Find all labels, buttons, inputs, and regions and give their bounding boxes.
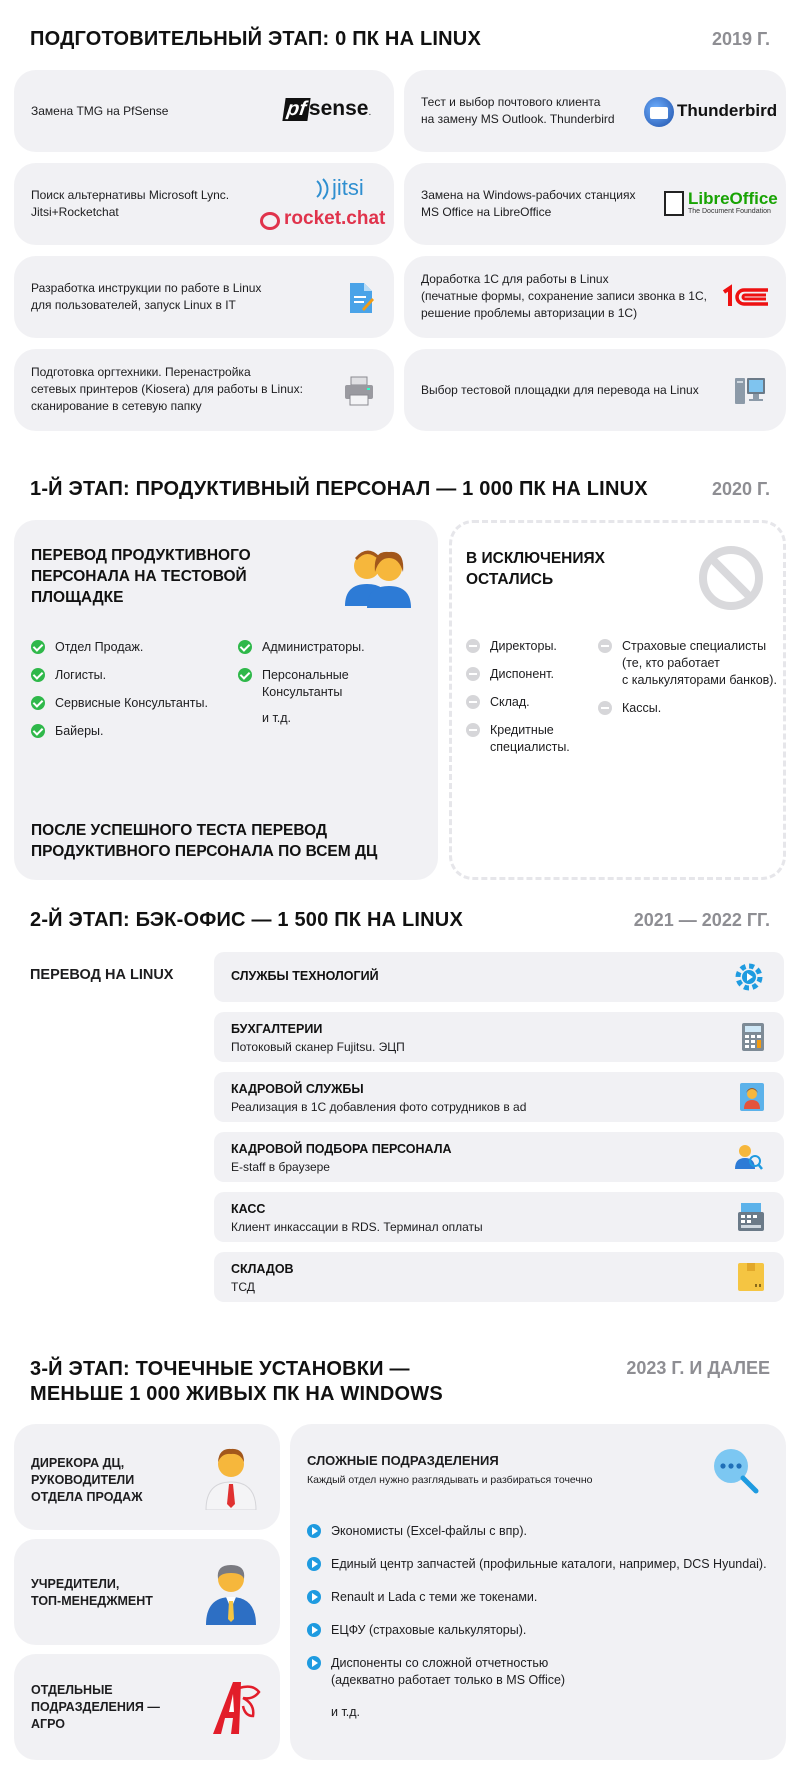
productive-item: Отдел Продаж.: [31, 639, 143, 656]
1c-logo-icon: [722, 284, 772, 310]
row-title: КАДРОВОЙ ПОДБОРА ПЕРСОНАЛА: [231, 1142, 452, 1156]
complex-etc: и т.д.: [331, 1705, 361, 1719]
complex-heading: СЛОЖНЫЕ ПОДРАЗДЕЛЕНИЯ: [307, 1453, 499, 1468]
photo-portrait-icon: [740, 1083, 764, 1111]
search-chat-icon: [710, 1445, 760, 1495]
exception-item: Склад.: [466, 694, 530, 711]
thunderbird-logo-icon: [644, 97, 674, 127]
productive-footer: ПОСЛЕ УСПЕШНОГО ТЕСТА ПЕРЕВОД ПРОДУКТИВНОГО ПЕРСОНАЛА ПО ВСЕМ ДЦ: [31, 822, 378, 860]
jitsi-label: jitsi: [332, 175, 364, 200]
executive-icon: [204, 1559, 258, 1625]
row-title: КАСС: [231, 1202, 266, 1216]
stage3-card-agro: [14, 1654, 280, 1760]
card-text: Тест и выбор почтового клиента на замену MS Outlook. Thunderbird: [421, 95, 615, 126]
row-subtitle: E-staff в браузере: [231, 1160, 330, 1174]
productive-item: Логисты.: [31, 667, 106, 684]
stage1-year: 2020 Г.: [712, 479, 770, 499]
libreoffice-label: LibreOffice: [688, 189, 778, 208]
user-search-icon: [734, 1143, 764, 1171]
libreoffice-sub: The Document Foundation: [688, 208, 771, 215]
agro-logo-icon: [209, 1678, 265, 1738]
backoffice-row: [214, 1012, 784, 1062]
row-subtitle: Клиент инкассации в RDS. Терминал оплаты: [231, 1220, 483, 1234]
document-edit-icon: [348, 282, 374, 314]
exception-item: Диспонент.: [466, 666, 554, 683]
productive-heading: ПЕРЕВОД ПРОДУКТИВНОГО ПЕРСОНАЛА НА ТЕСТОВОЙ ПЛОЩАДКЕ: [31, 547, 251, 606]
card-text: ДИРЕКОРА ДЦ, РУКОВОДИТЕЛИ ОТДЕЛА ПРОДАЖ: [31, 1456, 143, 1504]
thunderbird-label: Thunderbird: [677, 101, 778, 120]
card-text: Выбор тестовой площадки для перевода на Linux: [421, 383, 699, 397]
stage1-productive-card: [14, 520, 438, 880]
row-subtitle: Реализация в 1С добавления фото сотрудников в ad: [231, 1100, 527, 1114]
prep-card-thunderbird: [404, 70, 786, 152]
exceptions-heading: В ИСКЛЮЧЕНИЯХ ОСТАЛИСЬ: [466, 550, 605, 588]
card-text: УЧРЕДИТЕЛИ, ТОП-МЕНЕДЖМЕНТ: [31, 1577, 153, 1608]
jitsi-logo-icon: [314, 177, 332, 201]
exception-item: Кассы.: [598, 700, 661, 717]
row-title: СЛУЖБЫ ТЕХНОЛОГИЙ: [231, 969, 379, 983]
row-title: БУХГАЛТЕРИИ: [231, 1022, 323, 1036]
complex-item: Экономисты (Excel-файлы с впр).: [307, 1523, 527, 1540]
complex-item: Диспоненты со сложной отчетностью (адекватно работает только в MS Office): [307, 1655, 565, 1689]
stage3-card-founders: [14, 1539, 280, 1645]
backoffice-row: [214, 1192, 784, 1242]
productive-item: Администраторы.: [238, 639, 365, 656]
card-text: Разработка инструкции по работе в Linux для пользователей, запуск Linux в IT: [31, 281, 262, 312]
printer-icon: [343, 375, 375, 407]
people-group-icon: [339, 546, 415, 610]
stage3-year: 2023 Г. И ДАЛЕЕ: [626, 1358, 770, 1378]
card-text: Поиск альтернативы Microsoft Lync. Jitsi+Rocketchat: [31, 188, 230, 219]
forbidden-icon: [698, 545, 764, 611]
complex-item: Renault и Lada с теми же токенами.: [307, 1589, 537, 1606]
row-title: КАДРОВОЙ СЛУЖБЫ: [231, 1082, 364, 1096]
cash-register-icon: [738, 1203, 764, 1231]
complex-item: ЕЦФУ (страховые калькуляторы).: [307, 1622, 526, 1639]
libreoffice-logo-icon: [664, 191, 684, 216]
prep-year: 2019 Г.: [712, 29, 770, 49]
exception-item: Страховые специалисты (те, кто работает с калькуляторами банков).: [598, 638, 777, 689]
row-subtitle: Потоковый сканер Fujitsu. ЭЦП: [231, 1040, 405, 1054]
prep-card-printers: [14, 349, 394, 431]
gear-icon: [734, 962, 764, 992]
prep-card-1c: [404, 256, 786, 338]
productive-item: Сервисные Консультанты.: [31, 695, 208, 712]
card-text: Доработка 1С для работы в Linux (печатные формы, сохранение записи звонка в 1С, решение проблемы авторизации в 1С): [421, 272, 707, 320]
stage3-card-directors: [14, 1424, 280, 1530]
card-text: Замена на Windows-рабочих станциях MS Office на LibreOffice: [421, 188, 636, 219]
exception-item: Директоры.: [466, 638, 557, 655]
box-icon: [738, 1263, 764, 1291]
productive-item: Персональные Консультанты: [238, 667, 349, 701]
row-subtitle: ТСД: [231, 1280, 255, 1294]
prep-title: ПОДГОТОВИТЕЛЬНЫЙ ЭТАП: 0 ПК НА LINUX: [30, 28, 481, 50]
stage1-exceptions-card: [449, 520, 786, 880]
backoffice-row: [214, 1252, 784, 1302]
prep-card-libreoffice: [404, 163, 786, 245]
manager-icon: [204, 1444, 258, 1510]
stage3-title: 3-Й ЭТАП: ТОЧЕЧНЫЕ УСТАНОВКИ — МЕНЬШЕ 1 000 ЖИВЫХ ПК НА WINDOWS: [30, 1358, 443, 1405]
complex-item: Единый центр запчастей (профильные каталоги, например, DCS Hyundai).: [307, 1556, 767, 1573]
exception-item: Кредитные специалисты.: [466, 722, 570, 756]
card-text: Подготовка оргтехники. Перенастройка сетевых принтеров (Kiosera) для работы в Linux: сканирование в сетевую папку: [31, 365, 303, 413]
prep-card-test-site: [404, 349, 786, 431]
prep-card-jitsi: [14, 163, 394, 245]
prep-card-instructions: [14, 256, 394, 338]
stage3-complex-card: [290, 1424, 786, 1760]
productive-item: Байеры.: [31, 723, 104, 740]
row-title: СКЛАДОВ: [231, 1262, 294, 1276]
card-text: Замена TMG на PfSense: [31, 104, 169, 118]
stage2-label: ПЕРЕВОД НА LINUX: [30, 967, 174, 983]
productive-etc: и т.д.: [262, 711, 292, 725]
backoffice-row: [214, 1132, 784, 1182]
card-text: ОТДЕЛЬНЫЕ ПОДРАЗДЕЛЕНИЯ — АГРО: [31, 1683, 160, 1731]
pfsense-logo-icon: pfsense.: [284, 97, 371, 125]
stage2-year: 2021 — 2022 ГГ.: [633, 910, 770, 930]
calculator-icon: [742, 1023, 764, 1051]
rocket-chat-label: rocket.chat: [284, 208, 386, 229]
computer-icon: [734, 375, 766, 407]
complex-subtitle: Каждый отдел нужно разглядывать и разбираться точечно: [307, 1474, 593, 1486]
prep-card-pfsense: [14, 70, 394, 152]
stage2-title: 2-Й ЭТАП: БЭК-ОФИС — 1 500 ПК НА LINUX: [30, 909, 463, 931]
backoffice-row: [214, 952, 784, 1002]
stage1-title: 1-Й ЭТАП: ПРОДУКТИВНЫЙ ПЕРСОНАЛ — 1 000 ПК НА LINUX: [30, 478, 648, 500]
rocket-chat-logo-icon: [260, 212, 280, 230]
backoffice-row: [214, 1072, 784, 1122]
